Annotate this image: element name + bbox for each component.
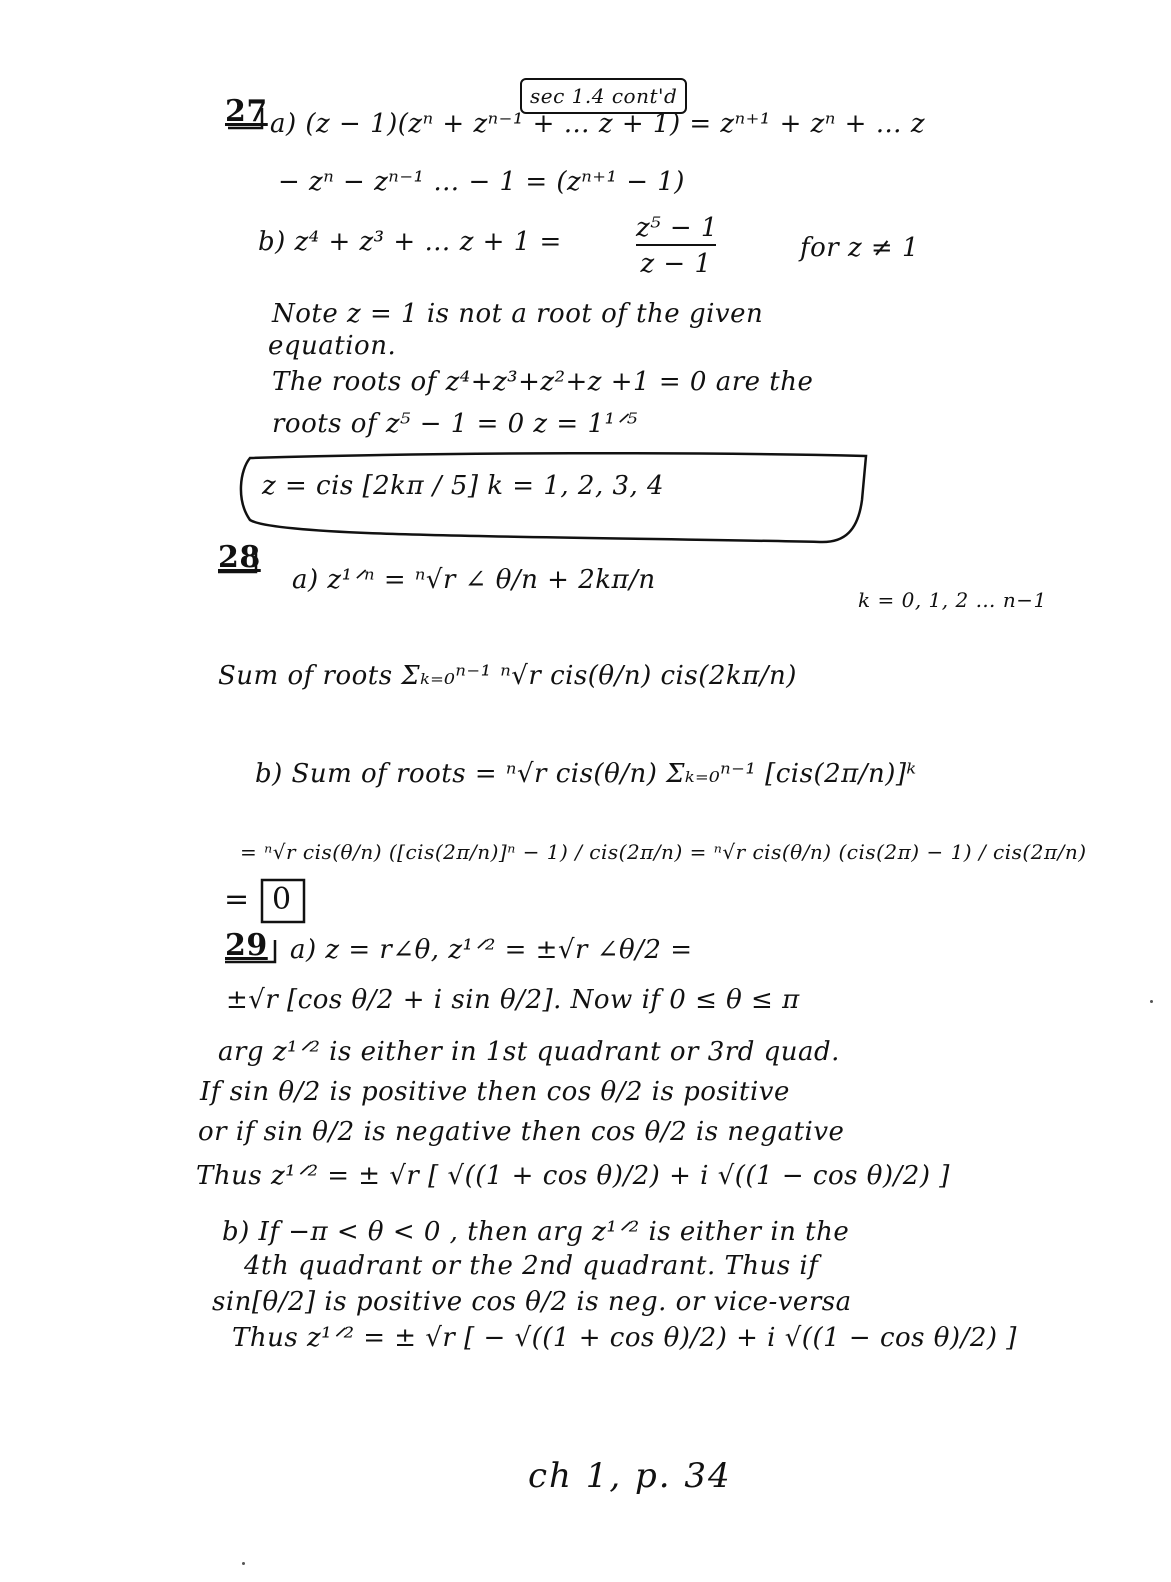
- problem-28-label: 28: [218, 540, 261, 575]
- p27-boxed-result: z = cis [2kπ / 5] k = 1, 2, 3, 4: [262, 471, 665, 501]
- p29-b-line4: Thus z¹ᐟ² = ± √r [ − √((1 + cos θ)/2) + i √((1 − cos θ)/2) ]: [232, 1323, 1017, 1353]
- p27-note-line2: equation.: [268, 331, 397, 361]
- p27-note-line1: Note z = 1 is not a root of the given: [272, 299, 764, 329]
- p29-a-line3: arg z¹ᐟ² is either in 1st quadrant or 3rd quad.: [218, 1037, 840, 1067]
- p27-b-frac-num: z⁵ − 1: [636, 212, 716, 246]
- scan-speck: [1150, 1000, 1153, 1003]
- p27-a-line2: − zⁿ − zⁿ⁻¹ … − 1 = (zⁿ⁺¹ − 1): [278, 167, 685, 197]
- p29-b-line2: 4th quadrant or the 2nd quadrant. Thus if: [244, 1251, 819, 1281]
- p29-a-line2: ±√r [cos θ/2 + i sin θ/2]. Now if 0 ≤ θ ≤ π: [226, 985, 800, 1015]
- p27-roots-line1: The roots of z⁴+z³+z²+z +1 = 0 are the: [272, 367, 814, 397]
- page-reference: ch 1, p. 34: [528, 1456, 732, 1496]
- p27-b-frac-den: z − 1: [640, 249, 712, 279]
- p27-roots-line2: roots of z⁵ − 1 = 0 z = 1¹ᐟ⁵: [272, 409, 638, 439]
- p29-b-line1: b) If −π < θ < 0 , then arg z¹ᐟ² is either in the: [222, 1217, 850, 1247]
- p27-a-line1: a) (z − 1)(zⁿ + zⁿ⁻¹ + … z + 1) = zⁿ⁺¹ + zⁿ + … z: [270, 109, 926, 139]
- section-tag: sec 1.4 cont'd: [520, 78, 687, 114]
- p29-b-line3: sin[θ/2] is positive cos θ/2 is neg. or vice-versa: [212, 1287, 852, 1317]
- p29-a-line5: or if sin θ/2 is negative then cos θ/2 is negative: [198, 1117, 845, 1147]
- problem-27-label: 27: [225, 94, 268, 129]
- p28-sum-line: Sum of roots Σₖ₌₀ⁿ⁻¹ ⁿ√r cis(θ/n) cis(2kπ/n): [218, 661, 797, 691]
- p28-a-range: k = 0, 1, 2 … n−1: [858, 588, 1047, 612]
- p27-b-condition: for z ≠ 1: [800, 233, 920, 263]
- p28-b-result-eq: =: [224, 882, 250, 917]
- p29-a-line4: If sin θ/2 is positive then cos θ/2 is positive: [200, 1077, 790, 1107]
- problem-29-label: 29: [225, 928, 268, 963]
- p28-a-line: a) z¹ᐟⁿ = ⁿ√r ∠ θ/n + 2kπ/n: [292, 565, 656, 595]
- p28-b-line1: b) Sum of roots = ⁿ√r cis(θ/n) Σₖ₌₀ⁿ⁻¹ [cis(2π/n)]ᵏ: [255, 759, 917, 789]
- p28-b-line2: = ⁿ√r cis(θ/n) ([cis(2π/n)]ⁿ − 1) / cis(2π/n) = ⁿ√r cis(θ/n) (cis(2π) − 1) / cis(2π/n): [240, 840, 1087, 864]
- p29-a-line6: Thus z¹ᐟ² = ± √r [ √((1 + cos θ)/2) + i √((1 − cos θ)/2) ]: [196, 1161, 950, 1191]
- p27-b-lhs: b) z⁴ + z³ + … z + 1 =: [258, 227, 562, 257]
- p29-a-line1: a) z = r∠θ, z¹ᐟ² = ±√r ∠θ/2 =: [290, 935, 693, 965]
- scan-speck: [242, 1562, 245, 1565]
- p28-b-result: 0: [272, 882, 292, 917]
